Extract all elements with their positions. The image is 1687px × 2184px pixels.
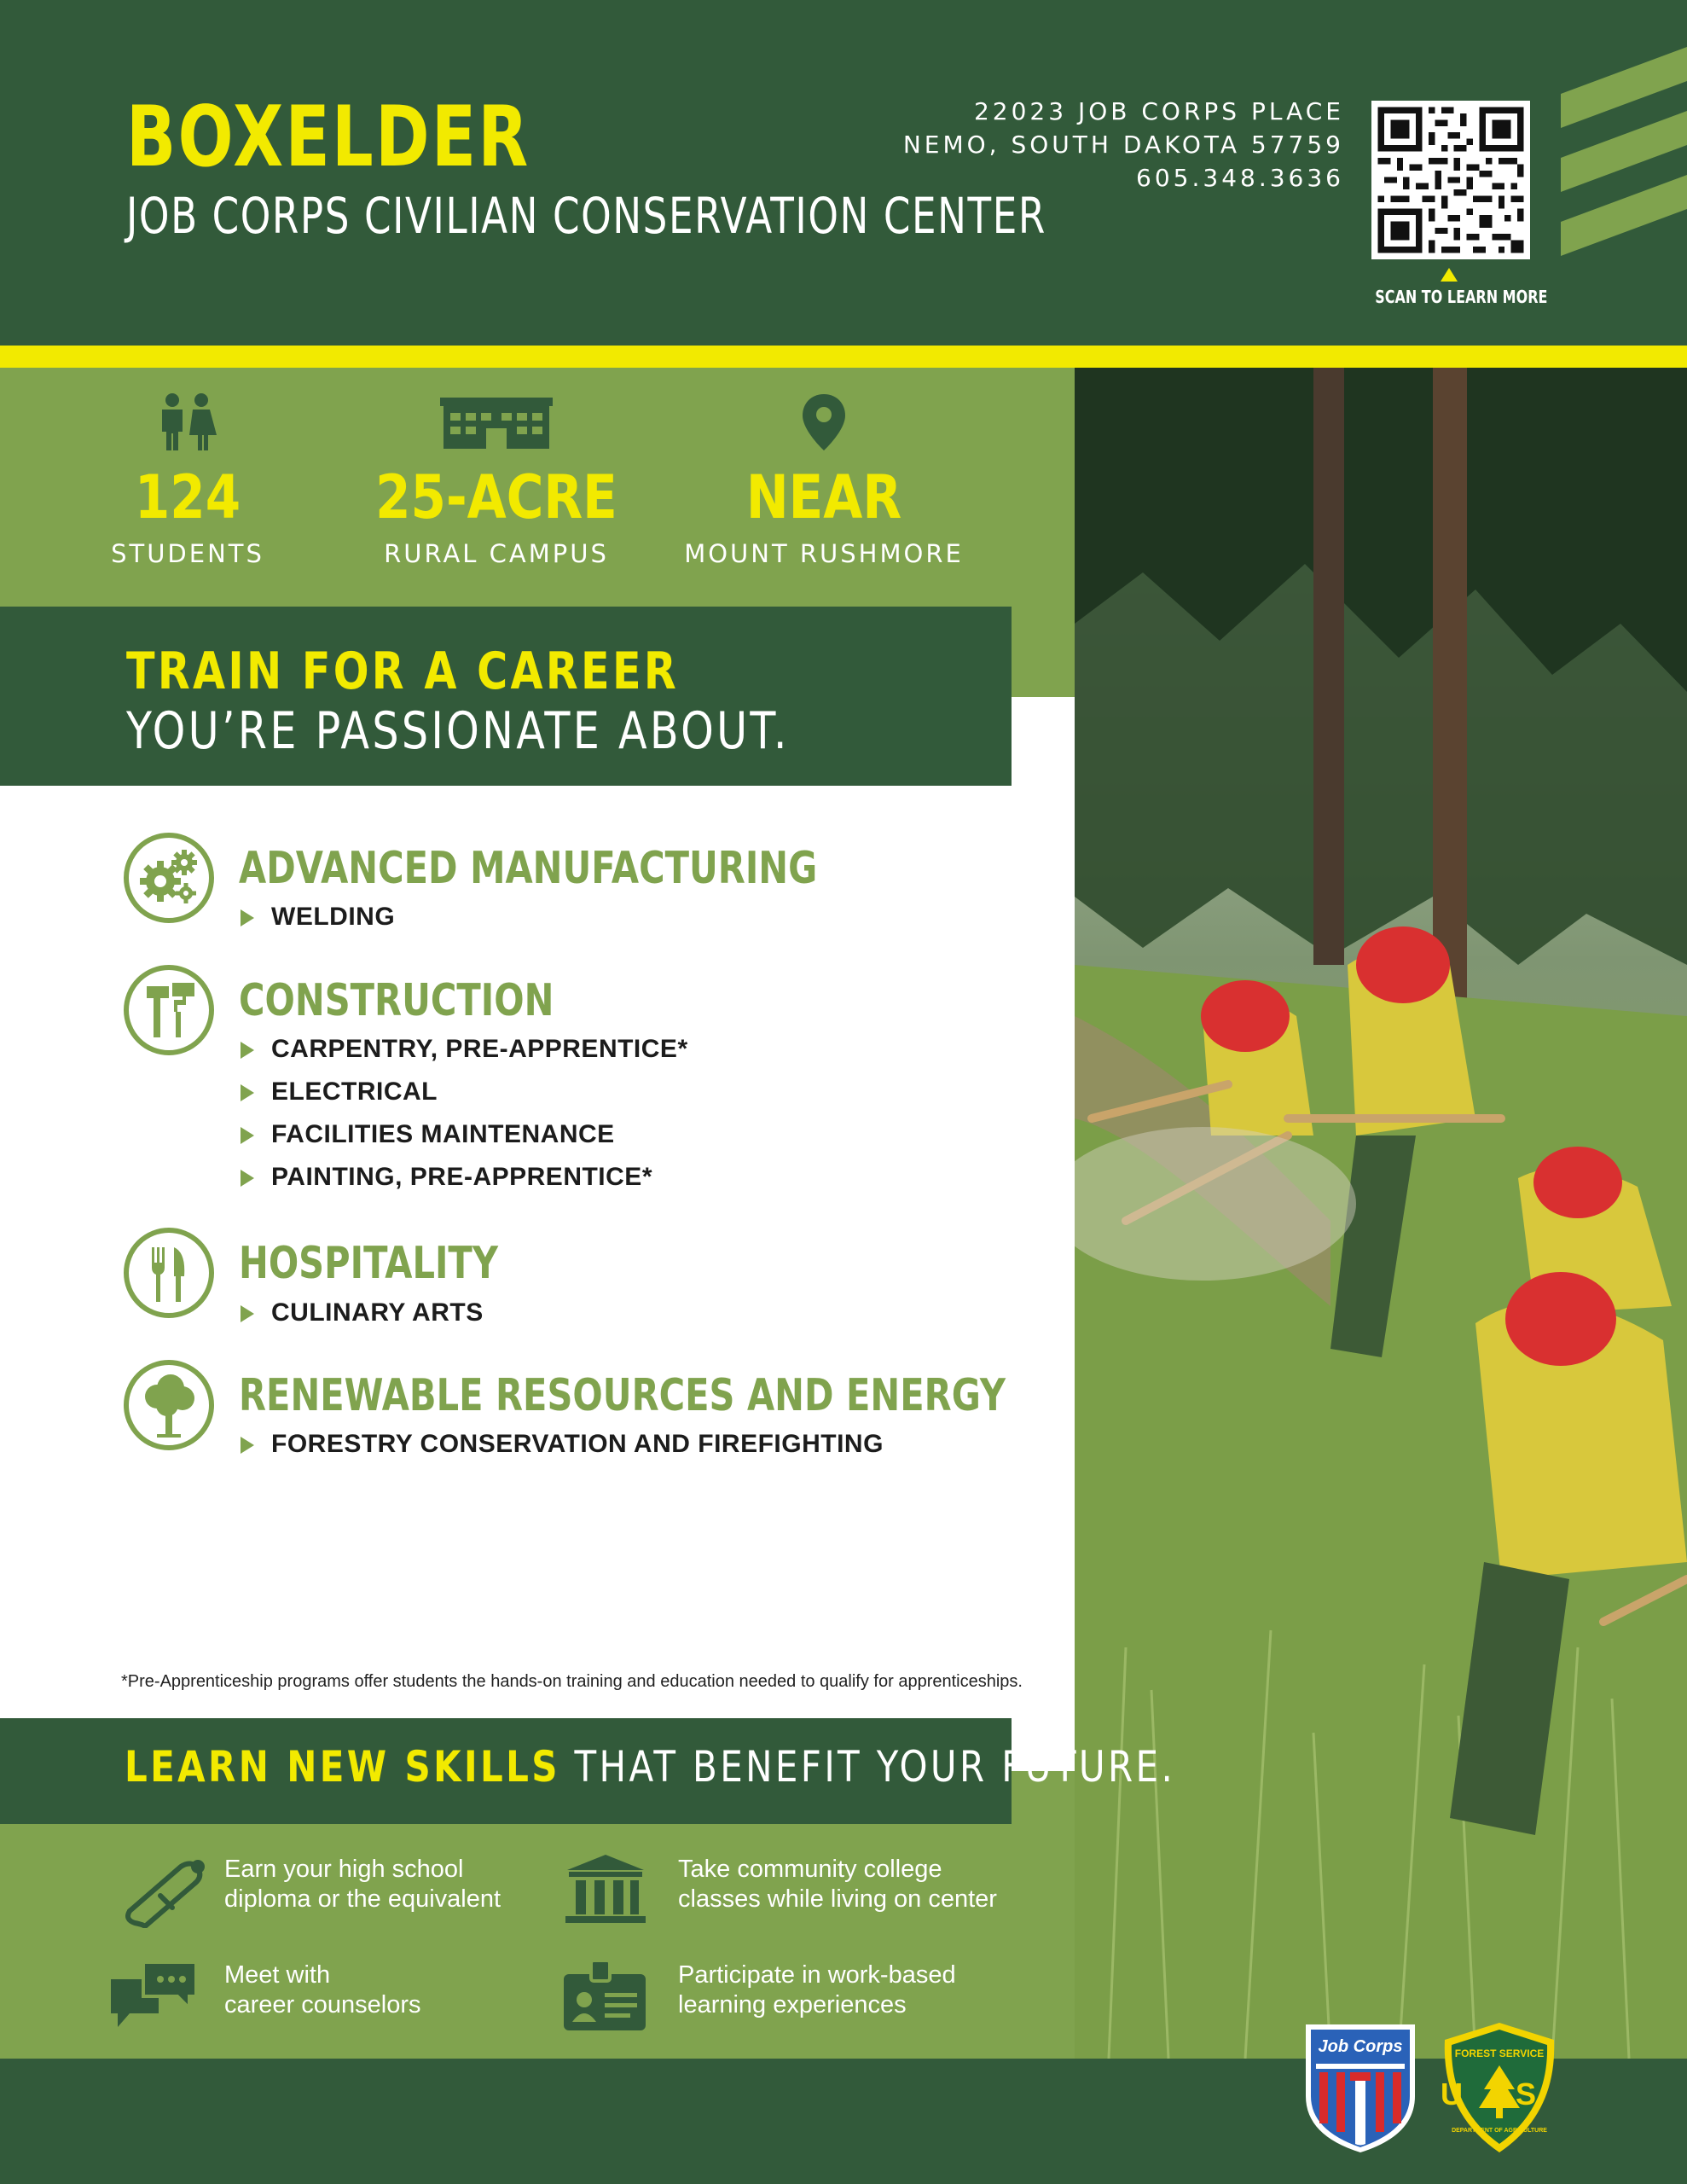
stat-value: 124: [134, 462, 241, 532]
stat-value: 25-ACRE: [375, 462, 617, 532]
svg-text:FOREST SERVICE: FOREST SERVICE: [1454, 2048, 1545, 2059]
bullet-arrow-icon: [241, 1127, 254, 1144]
program-item: WELDING: [241, 903, 395, 932]
stat-label: MOUNT RUSHMORE: [684, 539, 964, 568]
diploma-icon: [121, 1851, 215, 1928]
location-pin-icon: [798, 392, 849, 452]
address-line-1: 22023 JOB CORPS PLACE: [973, 97, 1344, 125]
program-category-name: CONSTRUCTION: [239, 975, 554, 1026]
benefit-text: Take community college classes while living on center: [678, 1856, 997, 1913]
bullet-arrow-icon: [241, 1437, 254, 1454]
job-corps-logo: [1299, 2019, 1422, 2156]
footer-band: [0, 2059, 1687, 2184]
program-item: PAINTING, PRE-APPRENTICE*: [241, 1163, 652, 1192]
learn-headline-rest: THAT BENEFIT YOUR FUTURE.: [559, 1742, 1176, 1792]
learn-headline-highlight: LEARN NEW SKILLS: [125, 1742, 560, 1792]
learn-headline: [125, 1742, 1175, 1792]
qr-caption: SCAN TO LEARN MORE: [1375, 287, 1548, 307]
yellow-divider: [0, 346, 1687, 368]
building-icon: [437, 392, 556, 452]
program-item: CARPENTRY, PRE-APPRENTICE*: [241, 1035, 688, 1064]
footnote: *Pre-Apprenticeship programs offer students the hands-on training and education needed to qualify for apprenticeships.: [121, 1672, 1023, 1691]
program-item: CULINARY ARTS: [241, 1298, 484, 1327]
program-category-name: HOSPITALITY: [239, 1238, 498, 1289]
people-icon: [154, 392, 222, 452]
tools-icon: [123, 964, 215, 1056]
program-category-name: RENEWABLE RESOURCES AND ENERGY: [239, 1370, 1006, 1421]
program-item: FACILITIES MAINTENANCE: [241, 1120, 615, 1149]
bullet-arrow-icon: [241, 1084, 254, 1101]
bullet-arrow-icon: [241, 1042, 254, 1059]
id-badge-icon: [559, 1957, 652, 2034]
chat-bubbles-icon: [107, 1957, 201, 2034]
program-item: FORESTRY CONSERVATION AND FIREFIGHTING: [241, 1430, 884, 1459]
stat-value: NEAR: [745, 462, 902, 532]
address-line-2: NEMO, SOUTH DAKOTA 57759: [902, 131, 1344, 159]
benefit-text: Meet with career counselors: [224, 1961, 421, 2018]
svg-text:U S: U S: [1440, 2077, 1559, 2111]
benefit-text: Earn your high school diploma or the equivalent: [224, 1856, 501, 1913]
train-band-accent: [1012, 607, 1075, 697]
stat-label: RURAL CAMPUS: [384, 539, 609, 568]
forest-service-logo: [1438, 2019, 1561, 2156]
program-item: ELECTRICAL: [241, 1077, 438, 1107]
benefit-text: Participate in work-based learning experiences: [678, 1961, 956, 2018]
program-category-name: ADVANCED MANUFACTURING: [239, 843, 818, 894]
stat-location: [670, 392, 977, 568]
phone-number: 605.348.3636: [1136, 164, 1344, 192]
stat-label: STUDENTS: [111, 539, 264, 568]
bullet-arrow-icon: [241, 1305, 254, 1322]
svg-text:DEPARTMENT OF AGRICULTURE: DEPARTMENT OF AGRICULTURE: [1452, 2128, 1547, 2134]
qr-code-icon: [1371, 101, 1530, 259]
tree-icon: [123, 1359, 215, 1451]
center-title: BOXELDER: [126, 89, 530, 186]
gears-icon: [123, 832, 215, 924]
college-building-icon: [559, 1851, 652, 1928]
fork-knife-icon: [123, 1227, 215, 1319]
center-subtitle: JOB CORPS CIVILIAN CONSERVATION CENTER: [126, 187, 1046, 245]
qr-code[interactable]: [1371, 101, 1530, 259]
stat-students: [34, 392, 341, 568]
train-subheadline: YOU’RE PASSIONATE ABOUT.: [126, 701, 790, 761]
decorative-stripes: [1561, 34, 1687, 264]
qr-arrow-icon: [1441, 268, 1458, 282]
bullet-arrow-icon: [241, 1170, 254, 1187]
svg-text:Job Corps: Job Corps: [1318, 2037, 1403, 2056]
train-headline: TRAIN FOR A CAREER: [126, 642, 680, 701]
bullet-arrow-icon: [241, 909, 254, 926]
firefighter-crew-photo: [1075, 368, 1687, 2059]
stat-campus: [343, 392, 650, 568]
